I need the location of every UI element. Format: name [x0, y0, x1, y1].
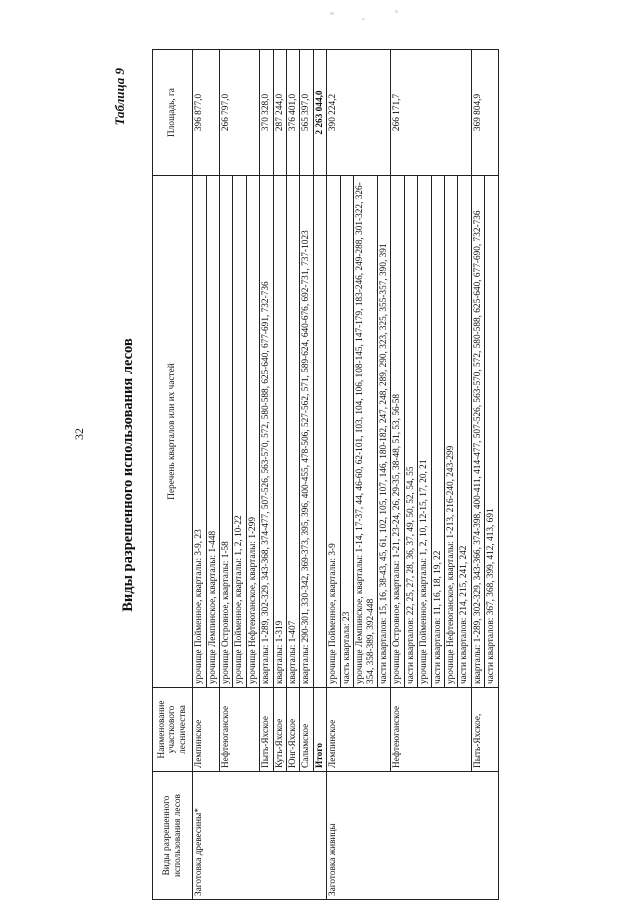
quarters-cell: части кварталов: 22, 25, 27, 28, 36, 37, 49, 50, 52, 54, 55: [404, 176, 417, 688]
area-cell: 390 224,2: [327, 50, 391, 176]
quarters-cell: кварталы: 290-301, 330-342, 369-373, 395, 396, 400-455, 478-506, 527-562, 571, 589-624, 640-676, 692-731, 737-1023: [300, 176, 313, 688]
header-quarters: Перечень кварталов или их частей: [153, 176, 193, 688]
quarters-cell: урочище Островное, кварталы: 1-58: [220, 176, 233, 688]
area-cell: 369 804,9: [471, 50, 498, 176]
quarters-cell: часть квартала: 23: [340, 176, 353, 688]
district-cell: Нефтеюганское: [220, 688, 260, 772]
quarters-cell-empty: [313, 176, 326, 688]
header-use-type: Виды разрешенного использования лесов: [153, 772, 193, 900]
area-cell: 565 397,0: [300, 50, 313, 176]
area-cell: 370 328,0: [260, 50, 273, 176]
area-cell: 266 171,7: [391, 50, 471, 176]
quarters-cell: урочище Пойменное, кварталы: 1, 2, 10-22: [233, 176, 246, 688]
area-cell: 266 797,0: [220, 50, 260, 176]
scan-speck: [330, 12, 334, 15]
scan-speck: [395, 10, 398, 13]
area-cell: 376 401,0: [287, 50, 300, 176]
forest-use-table: [152, 49, 499, 900]
scan-speck: [362, 18, 365, 20]
quarters-cell: кварталы: 1-319: [273, 176, 286, 688]
total-area: 2 263 044,0: [313, 50, 326, 176]
quarters-cell: части кварталов: 11, 16, 18, 19, 22: [431, 176, 444, 688]
quarters-cell: урочище Островное, кварталы: 1-21, 23-24, 26, 29-35, 38-48, 51, 53, 56-58: [391, 176, 404, 688]
use-type-cell: Заготовка живицы: [327, 772, 498, 900]
quarters-cell: урочище Лемпинское, кварталы: 1-14, 17-37, 44, 46-60, 62-101, 103, 104, 106, 108-145, 147-179, 183-246, 249-288, 301-322, 326-354, 358-389, 392-448: [354, 176, 378, 688]
table-row: [193, 50, 206, 900]
district-cell: Юнг-Яхское: [287, 688, 300, 772]
quarters-cell: урочище Пойменное, кварталы: 3-9: [327, 176, 340, 688]
district-cell: Нефтеюганское: [391, 688, 471, 772]
page-number: 32: [72, 428, 86, 440]
quarters-cell: кварталы: 1-289, 302-329, 343-366, 374-398, 400-411, 414-477, 507-526, 563-570, 572, 580-588, 625-640, 677-690, 732-736: [471, 176, 484, 688]
table-label: Таблица 9: [112, 68, 127, 126]
use-type-cell: Заготовка древесины*: [193, 772, 327, 900]
header-area: Площадь, га: [153, 50, 193, 176]
quarters-cell: кварталы: 1-289, 302-329, 343-368, 374-477, 507-526, 563-570, 572, 580-588, 625-640, 677-691, 732-736: [260, 176, 273, 688]
quarters-cell: части кварталов: 214, 215, 241, 242: [458, 176, 471, 688]
quarters-cell: части кварталов: 15, 16, 38-43, 45, 61, 102, 105, 107, 146, 180-182, 247, 248, 289, 290, 323, 325, 355-357, 390, 391: [377, 176, 390, 688]
quarters-cell: урочище Пойменное, кварталы: 3-9, 23: [193, 176, 206, 688]
total-label: Итого: [313, 688, 326, 772]
district-cell: Лемпинское: [327, 688, 391, 772]
district-cell: Пыть-Яхское,: [471, 688, 498, 772]
quarters-cell: урочище Нефтеюганское, кварталы: 1-299: [246, 176, 259, 688]
table-row: [327, 50, 340, 900]
district-cell: Куть-Яхское: [273, 688, 286, 772]
quarters-cell: кварталы: 1-407: [287, 176, 300, 688]
area-cell: 287 244,0: [273, 50, 286, 176]
document-title: Виды разрешенного использования лесов: [120, 338, 136, 612]
rotated-sheet: [112, 50, 572, 900]
table-header-row: [153, 50, 193, 900]
quarters-cell: урочище Пойменное, кварталы: 1, 2, 10, 12-15, 17, 20, 21: [418, 176, 431, 688]
district-cell: Салымское: [300, 688, 313, 772]
district-cell: Лемпинское: [193, 688, 220, 772]
quarters-cell: урочище Нефтеюганское, кварталы: 1-213, 216-240, 243-299: [444, 176, 457, 688]
area-cell: 396 877,0: [193, 50, 220, 176]
header-district: Наименование участкового лесничества: [153, 688, 193, 772]
district-cell: Пыть-Яхское: [260, 688, 273, 772]
quarters-cell: части кварталов: 367, 368, 399, 412, 413, 691: [485, 176, 498, 688]
quarters-cell: урочище Лемпинское, кварталы: 1-448: [206, 176, 219, 688]
